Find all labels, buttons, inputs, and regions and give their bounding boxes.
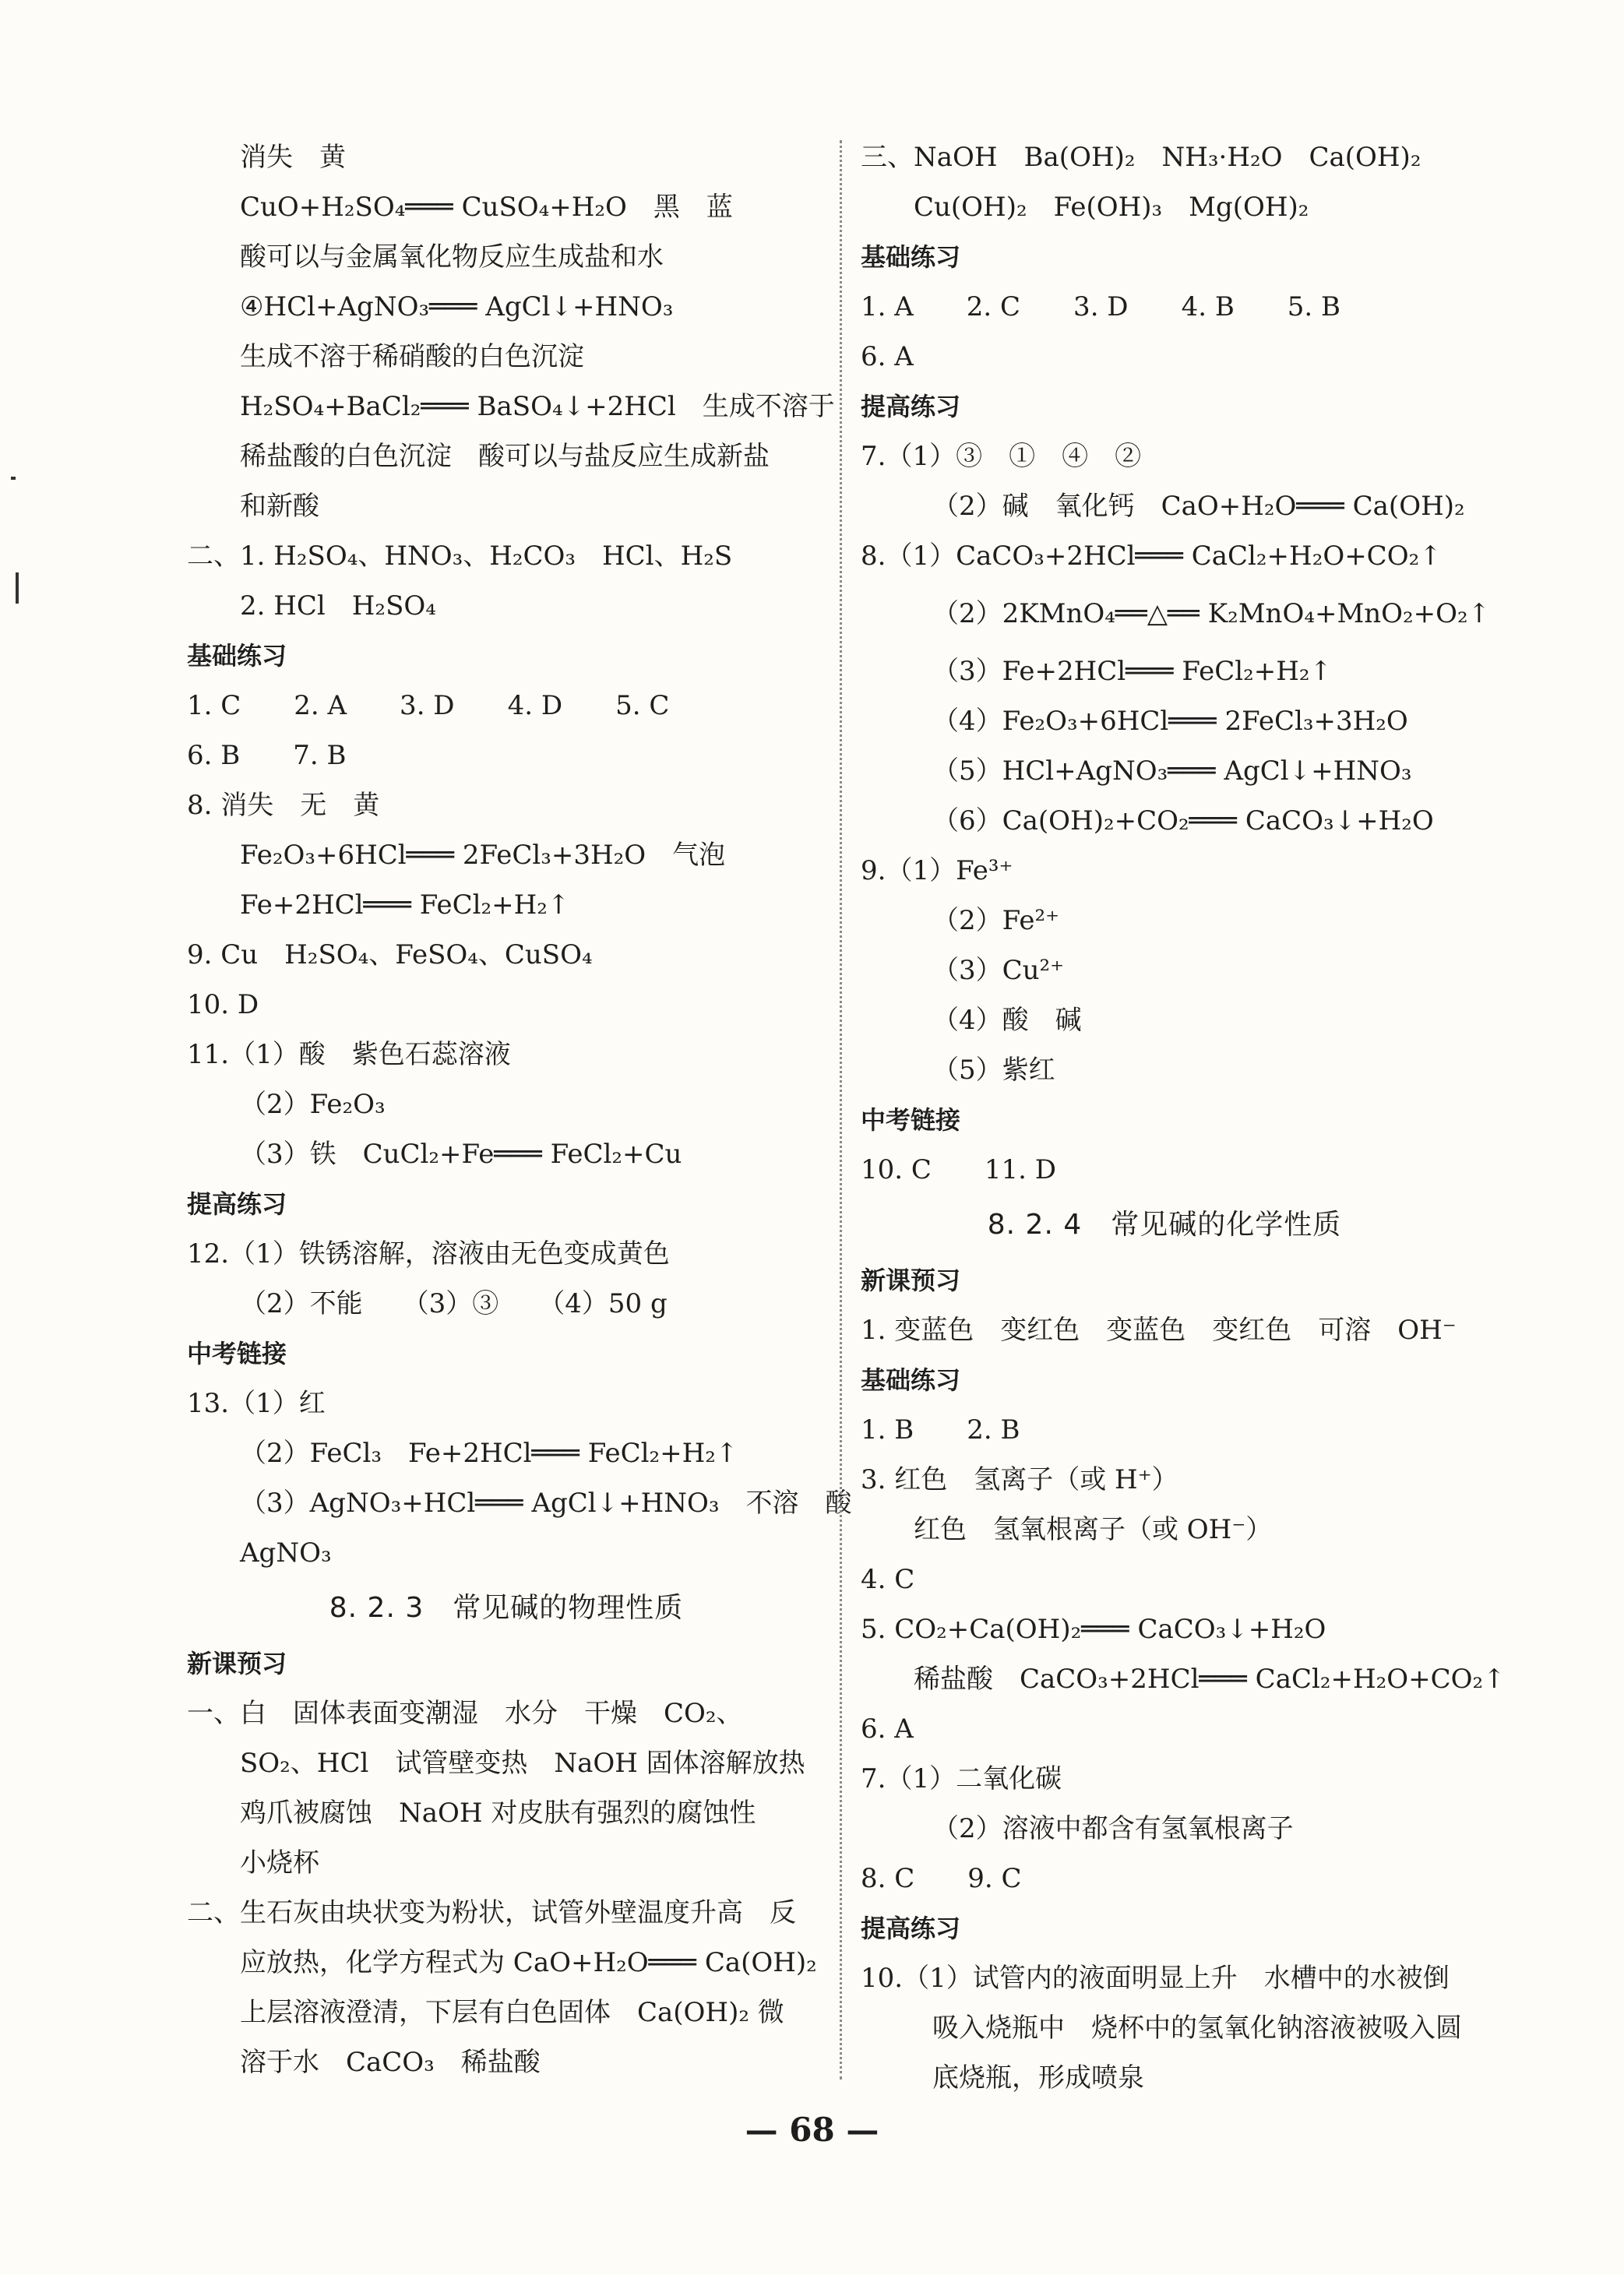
answer-line: 红色 氢氧根离子（或 OH⁻）: [914, 1514, 1273, 1545]
answer-line: 小烧杯: [240, 1847, 319, 1879]
section-heading: 提高练习: [861, 392, 961, 421]
answer-line: 8.（1）CaCO₃+2HCl═══ CaCl₂+H₂O+CO₂↑: [861, 541, 1442, 572]
left-column: [187, 132, 852, 2087]
answer-line: （2）2KMnO₄══△══ K₂MnO₄+MnO₂+O₂↑: [932, 598, 1491, 629]
answer-line: 稀盐酸的白色沉淀 酸可以与盐反应生成新盐: [240, 441, 770, 472]
section-heading: 基础练习: [861, 1365, 961, 1395]
section-heading: 新课预习: [861, 1266, 961, 1295]
answer-line: （3）Fe+2HCl═══ FeCl₂+H₂↑: [932, 656, 1332, 687]
answer-line: 6. A: [861, 341, 914, 372]
section-heading: 基础练习: [861, 242, 961, 272]
answer-line: 10. C 11. D: [861, 1154, 1057, 1185]
section-heading: 中考链接: [861, 1105, 961, 1135]
section-title: 8. 2. 3 常见碱的物理性质: [329, 1592, 684, 1624]
answer-line: 二、生石灰由块状变为粉状，试管外壁温度升高 反: [187, 1897, 796, 1928]
answer-line: 消失 黄: [240, 142, 346, 173]
answer-line: （4）酸 碱: [932, 1005, 1082, 1036]
answer-line: 7.（1）③ ① ④ ②: [861, 441, 1142, 472]
section-heading: 提高练习: [187, 1189, 287, 1219]
answer-line: （3）铁 CuCl₂+Fe═══ FeCl₂+Cu: [240, 1139, 682, 1170]
answer-line: （2）FeCl₃ Fe+2HCl═══ FeCl₂+H₂↑: [240, 1438, 738, 1469]
section-heading: 提高练习: [861, 1914, 961, 1943]
answer-line: （6）Ca(OH)₂+CO₂═══ CaCO₃↓+H₂O: [932, 805, 1434, 836]
answer-line: 底烧瓶，形成喷泉: [932, 2062, 1144, 2094]
answer-line: SO₂、HCl 试管壁变热 NaOH 固体溶解放热: [240, 1748, 805, 1779]
answer-line: 和新酸: [240, 491, 319, 522]
answer-line: 1. B 2. B: [861, 1414, 1020, 1446]
answer-line: 溶于水 CaCO₃ 稀盐酸: [240, 2047, 541, 2078]
answer-line: （3）AgNO₃+HCl═══ AgCl↓+HNO₃ 不溶 酸: [240, 1488, 852, 1519]
answer-line: （5）紫红: [932, 1055, 1055, 1086]
answer-line: 11.（1）酸 紫色石蕊溶液: [187, 1039, 511, 1070]
answer-line: 1. 变蓝色 变红色 变蓝色 变红色 可溶 OH⁻: [861, 1315, 1457, 1346]
answer-line: 6. B 7. B: [187, 740, 347, 771]
answer-line: 9.（1）Fe³⁺: [861, 855, 1013, 886]
answer-line: 6. A: [861, 1713, 914, 1745]
answer-line: CuO+H₂SO₄═══ CuSO₄+H₂O 黑 蓝: [240, 192, 733, 223]
answer-line: 8. 消失 无 黄: [187, 790, 380, 821]
answer-line: 7.（1）二氧化碳: [861, 1763, 1062, 1794]
answer-line: （3）Cu²⁺: [932, 955, 1065, 986]
answer-line: （2）碱 氧化钙 CaO+H₂O═══ Ca(OH)₂: [932, 491, 1465, 522]
answer-line: 上层溶液澄清，下层有白色固体 Ca(OH)₂ 微: [240, 1997, 784, 2028]
section-heading: 基础练习: [187, 641, 287, 671]
answer-line: 1. A 2. C 3. D 4. B 5. B: [861, 291, 1341, 322]
answer-line: （2）Fe₂O₃: [240, 1089, 386, 1120]
answer-line: H₂SO₄+BaCl₂═══ BaSO₄↓+2HCl 生成不溶于: [240, 391, 835, 422]
answer-line: 酸可以与金属氧化物反应生成盐和水: [240, 241, 664, 273]
answer-line: 二、1. H₂SO₄、HNO₃、H₂CO₃ HCl、H₂S: [187, 541, 733, 572]
answer-line: 4. C: [861, 1564, 915, 1595]
answer-line: 8. C 9. C: [861, 1863, 1022, 1894]
answer-line: ④HCl+AgNO₃═══ AgCl↓+HNO₃: [240, 291, 674, 322]
answer-line: （2）不能 （3）③ （4）50 g: [240, 1288, 668, 1319]
answer-line: 鸡爪被腐蚀 NaOH 对皮肤有强烈的腐蚀性: [240, 1798, 756, 1829]
page-number: — 68 —: [745, 2111, 879, 2149]
answer-line: Fe+2HCl═══ FeCl₂+H₂↑: [240, 889, 570, 921]
answer-line: 三、NaOH Ba(OH)₂ NH₃·H₂O Ca(OH)₂: [861, 142, 1421, 173]
answer-line: Fe₂O₃+6HCl═══ 2FeCl₃+3H₂O 气泡: [240, 840, 726, 871]
scan-mark: [16, 572, 19, 604]
answer-line: 10.（1）试管内的液面明显上升 水槽中的水被倒: [861, 1963, 1450, 1994]
answer-line: （5）HCl+AgNO₃═══ AgCl↓+HNO₃: [932, 755, 1412, 787]
scan-mark: [11, 477, 16, 480]
answer-line: 一、白 固体表面变潮湿 水分 干燥 CO₂、: [187, 1698, 743, 1729]
right-column: [861, 132, 1506, 2103]
answer-line: 2. HCl H₂SO₄: [240, 590, 436, 622]
answer-line: （2）溶液中都含有氢氧根离子: [932, 1813, 1294, 1844]
answer-line: 5. CO₂+Ca(OH)₂═══ CaCO₃↓+H₂O: [861, 1614, 1326, 1645]
answer-line: 12.（1）铁锈溶解，溶液由无色变成黄色: [187, 1238, 670, 1270]
answer-line: AgNO₃: [240, 1537, 332, 1569]
answer-line: 应放热，化学方程式为 CaO+H₂O═══ Ca(OH)₂: [240, 1947, 817, 1978]
answer-line: 1. C 2. A 3. D 4. D 5. C: [187, 690, 670, 721]
column-divider: [840, 140, 842, 2080]
answer-line: 13.（1）红: [187, 1388, 326, 1419]
answer-line: 3. 红色 氢离子（或 H⁺）: [861, 1464, 1178, 1495]
answer-line: 稀盐酸 CaCO₃+2HCl═══ CaCl₂+H₂O+CO₂↑: [914, 1664, 1506, 1695]
section-heading: 中考链接: [187, 1339, 287, 1368]
answer-line: 10. D: [187, 989, 259, 1020]
answer-line: 吸入烧瓶中 烧杯中的氢氧化钠溶液被吸入圆: [932, 2013, 1462, 2044]
answer-line: 生成不溶于稀硝酸的白色沉淀: [240, 341, 584, 372]
answer-line: 9. Cu H₂SO₄、FeSO₄、CuSO₄: [187, 939, 593, 970]
section-heading: 新课预习: [187, 1649, 287, 1678]
answer-line: Cu(OH)₂ Fe(OH)₃ Mg(OH)₂: [914, 192, 1309, 223]
section-title: 8. 2. 4 常见碱的化学性质: [987, 1209, 1342, 1241]
answer-line: （2）Fe²⁺: [932, 905, 1060, 936]
answer-line: （4）Fe₂O₃+6HCl═══ 2FeCl₃+3H₂O: [932, 706, 1408, 737]
